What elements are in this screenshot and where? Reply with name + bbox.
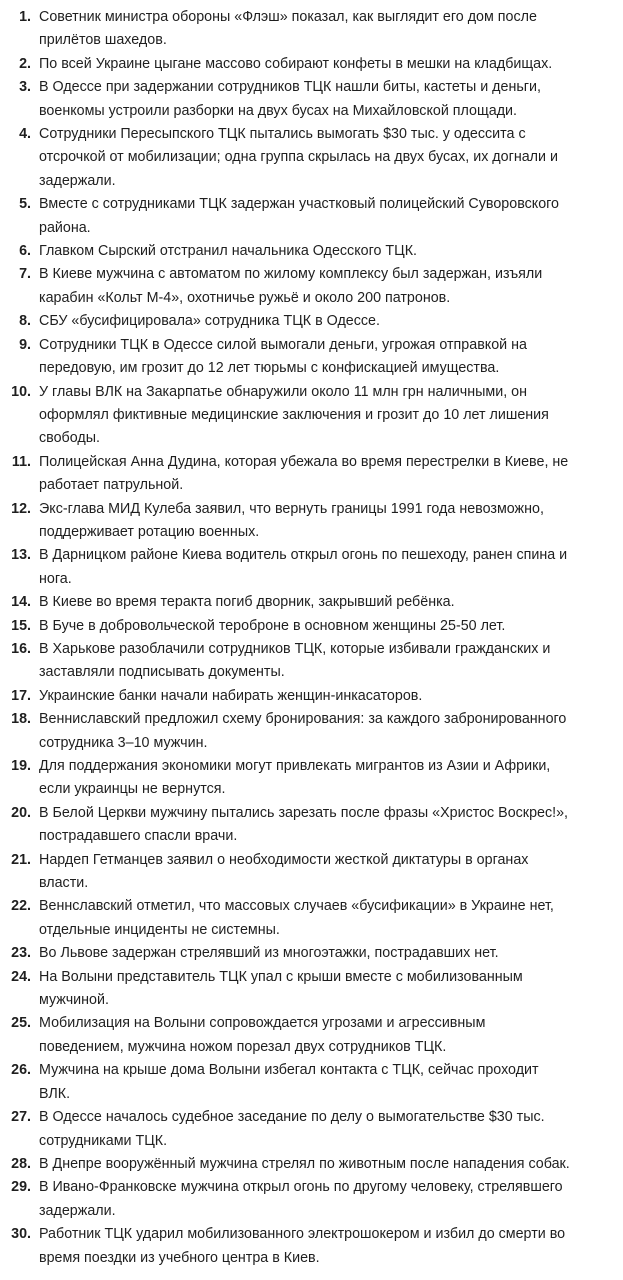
- item-text: [39, 334, 615, 381]
- item-text-line: Во Львове задержан стрелявший из многоэтажки, пострадавших нет.: [39, 945, 499, 962]
- list-item: [0, 638, 615, 685]
- item-text: [39, 6, 615, 53]
- item-text: [39, 802, 615, 849]
- item-number: 28.: [11, 1155, 31, 1172]
- item-number: 6.: [19, 243, 31, 260]
- item-text: [39, 1176, 615, 1223]
- list-item: [0, 615, 615, 638]
- item-text: [39, 76, 615, 123]
- item-text-line: заставляли подписывать документы.: [39, 664, 285, 681]
- item-number: 8.: [19, 313, 31, 330]
- item-number: 7.: [19, 266, 31, 283]
- item-text-line: В Дарницком районе Киева водитель открыл огонь по пешеходу, ранен спина и: [39, 547, 568, 564]
- item-text-line: Полицейская Анна Дудина, которая убежала во время перестрелки в Киеве, не: [39, 453, 569, 470]
- item-text-line: Венниславский предложил схему бронирования: за каждого забронированного: [39, 711, 567, 728]
- item-number: 14.: [11, 594, 31, 611]
- item-number: 1.: [19, 9, 31, 25]
- item-text: [39, 53, 615, 76]
- item-text: [39, 942, 615, 965]
- item-text-line: В Днепре вооружённый мужчина стрелял по животным после нападения собак.: [39, 1155, 570, 1172]
- item-text: [39, 498, 615, 545]
- list-item: [0, 193, 615, 240]
- item-text-line: если украинцы не вернутся.: [39, 781, 226, 798]
- item-text-line: пострадавшего спасли врачи.: [39, 828, 238, 845]
- item-text-line: карабин «Кольт М-4», охотничье ружьё и около 200 патронов.: [39, 289, 451, 306]
- item-text: [39, 544, 615, 591]
- item-text: [39, 966, 615, 1013]
- item-number: 9.: [19, 336, 31, 353]
- item-text-line: Сотрудники ТЦК в Одессе силой вымогали деньги, угрожая отправкой на: [39, 336, 527, 353]
- item-text-line: На Волыни представитель ТЦК упал с крыши вместе с мобилизованным: [39, 968, 523, 985]
- item-number: 19.: [11, 758, 31, 774]
- item-text: [39, 1223, 615, 1270]
- item-text-line: оформлял фиктивные медицинские заключения и грозит до 10 лет лишения: [39, 406, 549, 423]
- item-text-line: В Одессе при задержании сотрудников ТЦК нашли биты, кастеты и деньги,: [39, 79, 541, 96]
- item-text-line: Украинские банки начали набирать женщин-инкасаторов.: [39, 687, 423, 704]
- list-item: [0, 685, 615, 708]
- item-text: [39, 685, 615, 708]
- list-item: [0, 708, 615, 755]
- item-text: [39, 895, 615, 942]
- list-item: [0, 1059, 615, 1106]
- item-text-line: Сотрудники Пересыпского ТЦК пытались вымогать $30 тыс. у одессита с: [39, 126, 526, 143]
- item-text-line: мужчиной.: [39, 992, 109, 1009]
- item-text: [39, 1106, 615, 1153]
- item-text-line: нога.: [39, 570, 72, 587]
- item-text-line: Для поддержания экономики могут привлекать мигрантов из Азии и Африки,: [39, 758, 551, 774]
- item-number: 2.: [19, 55, 31, 72]
- item-text-line: В Харькове разоблачили сотрудников ТЦК, которые избивали гражданских и: [39, 640, 551, 657]
- list-item: [0, 240, 615, 263]
- list-item: [0, 966, 615, 1013]
- item-text-line: задержали.: [39, 1202, 116, 1219]
- item-text-line: Главком Сырский отстранил начальника Одесского ТЦК.: [39, 243, 418, 260]
- item-text-line: время поездки из учебного центра в Киев.: [39, 1249, 320, 1266]
- item-number: 26.: [11, 1062, 31, 1079]
- list-item: [0, 591, 615, 614]
- list-item: [0, 1106, 615, 1153]
- list-item: [0, 76, 615, 123]
- item-text-line: Мужчина на крыше дома Волыни избегал контакта с ТЦК, сейчас проходит: [39, 1062, 539, 1079]
- item-text-line: В Одессе началось судебное заседание по делу о вымогательстве $30 тыс.: [39, 1109, 545, 1126]
- list-item: [0, 334, 615, 381]
- item-text: [39, 123, 615, 193]
- list-item: [0, 1176, 615, 1223]
- item-text-line: В Буче в добровольческой тероброне в основном женщины 25-50 лет.: [39, 617, 506, 634]
- item-number: 30.: [11, 1226, 31, 1243]
- item-text-line: отдельные инциденты не системны.: [39, 921, 280, 938]
- list-item: [0, 451, 615, 498]
- list-item: [0, 755, 615, 802]
- item-number: 12.: [11, 500, 31, 517]
- item-text-line: задержали.: [39, 172, 116, 189]
- item-text-line: власти.: [39, 875, 89, 892]
- item-number: 5.: [19, 196, 31, 213]
- item-text: [39, 381, 615, 451]
- item-text: [39, 451, 615, 498]
- item-text-line: Экс-глава МИД Кулеба заявил, что вернуть границы 1991 года невозможно,: [39, 500, 544, 517]
- item-number: 25.: [11, 1015, 31, 1032]
- list-item: [0, 802, 615, 849]
- item-text-line: Работник ТЦК ударил мобилизованного электрошокером и избил до смерти во: [39, 1226, 566, 1243]
- item-number: 23.: [11, 945, 31, 962]
- list-item: [0, 895, 615, 942]
- item-number: 17.: [11, 687, 31, 704]
- list-item: [0, 544, 615, 591]
- item-text: [39, 849, 615, 896]
- item-number: 10.: [11, 383, 31, 400]
- item-text-line: поддерживает ротацию военных.: [39, 523, 260, 540]
- item-number: 4.: [19, 126, 31, 143]
- item-text: [39, 615, 615, 638]
- item-text-line: В Белой Церкви мужчину пытались зарезать после фразы «Христос Воскрес!»,: [39, 804, 569, 821]
- item-number: 22.: [11, 898, 31, 915]
- item-text-line: В Киеве мужчина с автоматом по жилому комплексу был задержан, изъяли: [39, 266, 543, 283]
- item-text-line: прилётов шахедов.: [39, 32, 167, 49]
- item-number: 20.: [11, 804, 31, 821]
- item-text-line: отсрочкой от мобилизации; одна группа скрылась на двух бусах, их догнали и: [39, 149, 558, 166]
- item-text: [39, 1012, 615, 1059]
- item-text-line: Советник министра обороны «Флэш» показал, как выглядит его дом после: [39, 9, 537, 25]
- item-number: 21.: [11, 851, 31, 868]
- item-number: 18.: [11, 711, 31, 728]
- list-item: [0, 1223, 615, 1270]
- item-text: [39, 1059, 615, 1106]
- item-number: 15.: [11, 617, 31, 634]
- item-text-line: сотрудниками ТЦК.: [39, 1132, 168, 1149]
- list-item: [0, 6, 615, 53]
- list-item: [0, 123, 615, 193]
- item-text-line: района.: [39, 219, 91, 236]
- item-text-line: В Ивано-Франковске мужчина открыл огонь по другому человеку, стрелявшего: [39, 1179, 563, 1196]
- item-text-line: Мобилизация на Волыни сопровождается угрозами и агрессивным: [39, 1015, 486, 1032]
- item-text: [39, 193, 615, 240]
- item-number: 29.: [11, 1179, 31, 1196]
- item-text-line: В Киеве во время теракта погиб дворник, закрывший ребёнка.: [39, 594, 455, 611]
- list-item: [0, 381, 615, 451]
- item-text-line: свободы.: [39, 430, 100, 447]
- item-text-line: Веннславский отметил, что массовых случаев «бусификации» в Украине нет,: [39, 898, 554, 915]
- list-item: [0, 310, 615, 333]
- item-number: 13.: [11, 547, 31, 564]
- item-text-line: поведением, мужчина ножом порезал двух сотрудников ТЦК.: [39, 1038, 447, 1055]
- list-item: [0, 849, 615, 896]
- item-text: [39, 708, 615, 755]
- item-text-line: Нардеп Гетманцев заявил о необходимости жесткой диктатуры в органах: [39, 851, 529, 868]
- item-text: [39, 263, 615, 310]
- item-text-line: У главы ВЛК на Закарпатье обнаружили около 11 млн грн наличными, он: [39, 383, 527, 400]
- item-text-line: военкомы устроили разборки на двух бусах на Михайловской площади.: [39, 102, 517, 119]
- item-text-line: передовую, им грозит до 12 лет тюрьмы с конфискацией имущества.: [39, 360, 500, 377]
- item-text-line: работает патрульной.: [39, 477, 184, 494]
- list-item: [0, 1153, 615, 1176]
- list-item: [0, 53, 615, 76]
- item-number: 24.: [11, 968, 31, 985]
- list-item: [0, 1012, 615, 1059]
- list-item: [0, 263, 615, 310]
- item-text-line: Вместе с сотрудниками ТЦК задержан участковый полицейский Суворовского: [39, 196, 559, 213]
- item-text: [39, 755, 615, 802]
- item-text: [39, 638, 615, 685]
- item-text: [39, 1153, 615, 1176]
- item-number: 27.: [11, 1109, 31, 1126]
- item-text: [39, 591, 615, 614]
- item-text-line: По всей Украине цыгане массово собирают конфеты в мешки на кладбищах.: [39, 55, 553, 72]
- item-number: 11.: [11, 453, 31, 470]
- item-text-line: сотрудника 3–10 мужчин.: [39, 734, 208, 751]
- item-text: [39, 240, 615, 263]
- item-number: 3.: [19, 79, 31, 96]
- item-text: [39, 310, 615, 333]
- list-item: [0, 498, 615, 545]
- item-text-line: ВЛК.: [39, 1085, 71, 1102]
- item-number: 16.: [11, 640, 31, 657]
- list-item: [0, 942, 615, 965]
- item-text-line: СБУ «бусифицировала» сотрудника ТЦК в Одессе.: [39, 313, 380, 330]
